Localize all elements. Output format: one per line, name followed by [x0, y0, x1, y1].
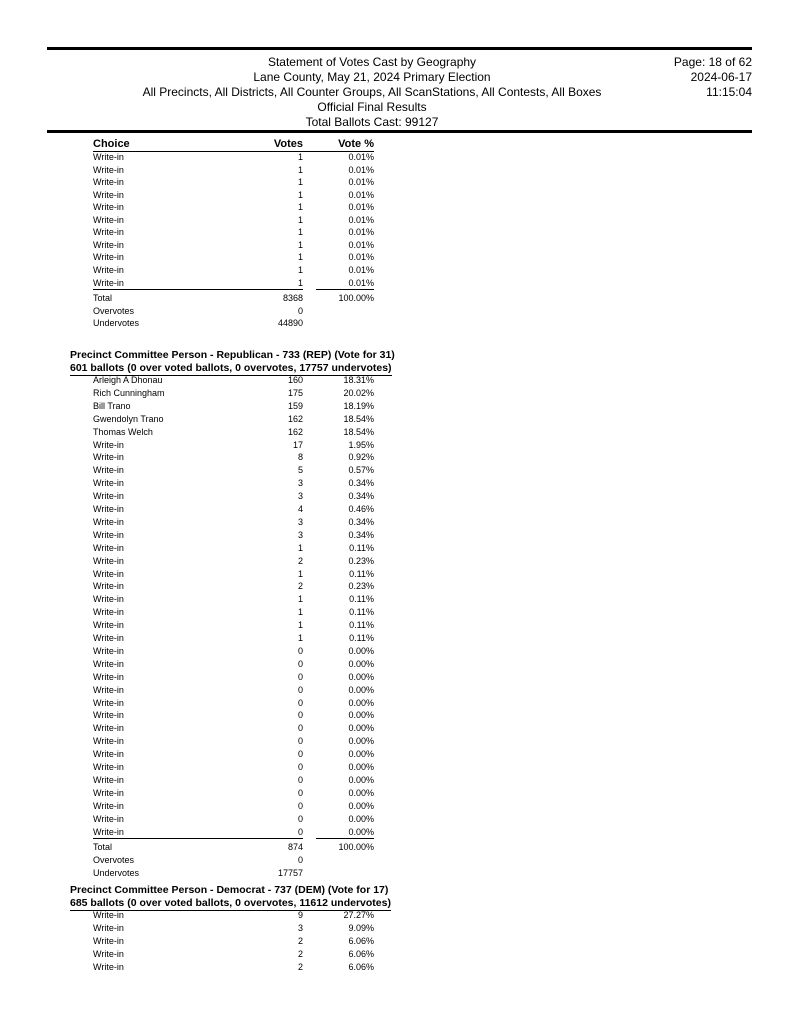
choice-name: Write-in — [93, 800, 124, 811]
table-row — [0, 387, 800, 400]
choice-name: Write-in — [93, 948, 124, 959]
table-row — [0, 542, 800, 555]
vote-count: 1 — [297, 202, 303, 213]
vote-count: 1 — [297, 189, 303, 200]
contest-ballots-republican-733: 601 ballots (0 over voted ballots, 0 overvotes, 17757 undervotes) — [70, 362, 392, 374]
vote-count: 0 — [297, 774, 303, 785]
vote-count: 874 — [287, 842, 303, 853]
vote-percent: 0.01% — [348, 189, 374, 200]
choice-name: Write-in — [93, 813, 124, 824]
vote-percent: 0.00% — [348, 813, 374, 824]
choice-name: Write-in — [93, 264, 124, 275]
contest-title-republican-733: Precinct Committee Person - Republican - 733 (REP) (Vote for 31) — [70, 349, 395, 361]
vote-count: 0 — [297, 736, 303, 747]
vote-count: 2 — [297, 581, 303, 592]
report-date: 2024-06-17 — [690, 70, 752, 84]
totals-row — [0, 841, 800, 854]
vote-count: 1 — [297, 164, 303, 175]
choice-name: Total — [93, 842, 113, 853]
choice-name: Write-in — [93, 961, 124, 972]
table-row — [0, 671, 800, 684]
vote-count: 3 — [297, 516, 303, 527]
report-time: 11:15:04 — [706, 85, 752, 99]
choice-name: Write-in — [93, 555, 124, 566]
vote-percent: 0.01% — [348, 239, 374, 250]
vote-percent: 0.00% — [348, 658, 374, 669]
table-row — [0, 774, 800, 787]
choice-name: Write-in — [93, 633, 124, 643]
vote-count: 0 — [297, 855, 303, 866]
vote-percent: 0.11% — [349, 542, 374, 553]
vote-percent: 0.01% — [348, 177, 374, 188]
choice-name: Thomas Welch — [93, 426, 153, 437]
header-top-rule — [47, 47, 752, 50]
vote-count: 0 — [297, 787, 303, 798]
vote-percent: 0.23% — [348, 555, 374, 566]
table-row — [0, 555, 800, 568]
vote-count: 1 — [297, 214, 303, 225]
table-row — [0, 439, 800, 452]
totals-row — [0, 305, 800, 318]
vote-count: 1 — [297, 620, 303, 631]
vote-count: 159 — [287, 400, 303, 411]
choice-name: Write-in — [93, 787, 124, 798]
vote-count: 0 — [297, 645, 303, 656]
vote-percent: 0.11% — [349, 568, 374, 579]
table-row — [0, 413, 800, 426]
vote-percent: 0.00% — [348, 684, 374, 695]
vote-percent: 0.11% — [349, 620, 374, 631]
vote-percent: 0.00% — [348, 762, 374, 772]
contest-ballots-democrat-737: 685 ballots (0 over voted ballots, 0 overvotes, 11612 undervotes) — [70, 897, 391, 909]
report-county: Lane County, May 21, 2024 Primary Election — [253, 70, 491, 84]
contest-title-democrat-737: Precinct Committee Person - Democrat - 737 (DEM) (Vote for 17) — [70, 884, 389, 896]
table-row — [0, 748, 800, 761]
vote-percent: 0.23% — [348, 581, 374, 592]
table-row — [0, 619, 800, 632]
vote-count: 0 — [297, 826, 303, 837]
vote-count: 2 — [297, 961, 303, 972]
choice-name: Write-in — [93, 516, 124, 527]
table-row — [0, 529, 800, 542]
vote-percent: 100.00% — [338, 842, 374, 853]
header-bottom-rule — [47, 130, 752, 133]
choice-name: Total — [93, 293, 113, 304]
vote-count: 0 — [297, 710, 303, 721]
vote-percent: 0.00% — [348, 774, 374, 785]
choice-name: Write-in — [93, 594, 124, 605]
choice-name: Write-in — [93, 439, 124, 450]
table-row — [0, 264, 800, 277]
table-row — [0, 451, 800, 464]
table-row — [0, 735, 800, 748]
vote-percent: 0.01% — [348, 264, 374, 275]
choice-name: Write-in — [93, 177, 124, 188]
choice-name: Write-in — [93, 568, 124, 579]
choice-name: Write-in — [93, 239, 124, 250]
table-row — [0, 658, 800, 671]
vote-percent: 18.19% — [343, 400, 374, 411]
vote-count: 1 — [297, 177, 303, 188]
choice-name: Write-in — [93, 697, 124, 708]
vote-percent: 6.06% — [348, 961, 374, 972]
choice-name: Write-in — [93, 774, 124, 785]
table-row — [0, 813, 800, 826]
vote-percent: 20.02% — [343, 387, 374, 398]
table-row — [0, 645, 800, 658]
vote-count: 1 — [297, 542, 303, 553]
totals-row — [0, 854, 800, 867]
vote-percent: 27.27% — [343, 910, 374, 920]
vote-percent: 6.06% — [348, 935, 374, 946]
choice-name: Write-in — [93, 826, 303, 840]
column-header-vote-pct: Vote % — [338, 138, 374, 150]
choice-name: Write-in — [93, 529, 124, 540]
table-row — [0, 709, 800, 722]
vote-count: 1 — [297, 594, 303, 605]
choice-name: Write-in — [93, 189, 124, 200]
choice-name: Write-in — [93, 762, 124, 772]
vote-percent: 6.06% — [348, 948, 374, 959]
vote-percent: 0.00% — [348, 800, 374, 811]
table-row — [0, 684, 800, 697]
vote-percent: 18.31% — [343, 375, 374, 385]
vote-count: 0 — [297, 697, 303, 708]
vote-count: 0 — [297, 671, 303, 682]
table-row — [0, 922, 800, 935]
table-row — [0, 214, 800, 227]
vote-count: 3 — [297, 478, 303, 489]
vote-percent: 0.00% — [348, 671, 374, 682]
table-row — [0, 697, 800, 710]
vote-percent: 0.00% — [348, 645, 374, 656]
table-row — [0, 164, 800, 177]
vote-count: 0 — [297, 658, 303, 669]
choice-name: Write-in — [93, 922, 124, 933]
table-row — [0, 226, 800, 239]
table-row — [0, 568, 800, 581]
vote-count: 160 — [287, 375, 303, 385]
choice-name: Write-in — [93, 658, 124, 669]
table-row — [0, 490, 800, 503]
choice-name: Write-in — [93, 202, 124, 213]
vote-count: 44890 — [277, 318, 303, 329]
choice-name: Write-in — [93, 736, 124, 747]
vote-count: 3 — [297, 529, 303, 540]
vote-count: 3 — [297, 922, 303, 933]
vote-percent: 0.11% — [349, 633, 374, 643]
vote-percent: 0.34% — [348, 516, 374, 527]
report-total-ballots: Total Ballots Cast: 99127 — [305, 115, 439, 129]
table-row — [0, 761, 800, 774]
table-row — [0, 189, 800, 202]
vote-percent: 1.95% — [348, 439, 374, 450]
vote-percent: 18.54% — [343, 413, 374, 424]
vote-count: 1 — [297, 277, 303, 288]
choice-name: Gwendolyn Trano — [93, 413, 164, 424]
vote-count: 1 — [297, 607, 303, 618]
vote-percent: 100.00% — [338, 293, 374, 304]
vote-percent: 0.00% — [348, 697, 374, 708]
choice-name: Write-in — [93, 607, 124, 618]
table-row — [0, 593, 800, 606]
vote-percent: 0.57% — [348, 465, 374, 476]
choice-name: Write-in — [93, 465, 124, 476]
vote-percent: 0.00% — [348, 710, 374, 721]
table-row — [0, 935, 800, 948]
vote-count: 0 — [297, 684, 303, 695]
vote-count: 0 — [297, 749, 303, 760]
vote-count: 0 — [297, 800, 303, 811]
choice-name: Overvotes — [93, 855, 135, 866]
choice-name: Write-in — [93, 164, 124, 175]
table-row — [0, 277, 800, 290]
choice-name: Write-in — [93, 542, 124, 553]
vote-count: 1 — [297, 568, 303, 579]
vote-percent: 0.00% — [348, 749, 374, 760]
table-row — [0, 239, 800, 252]
vote-percent: 0.01% — [348, 164, 374, 175]
choice-name: Write-in — [93, 152, 124, 162]
vote-count: 1 — [297, 252, 303, 263]
table-row — [0, 826, 800, 839]
vote-count: 9 — [297, 910, 303, 920]
vote-count: 1 — [297, 239, 303, 250]
vote-percent: 0.00% — [348, 736, 374, 747]
vote-count: 17 — [292, 439, 303, 450]
vote-percent: 0.01% — [348, 227, 374, 238]
vote-percent: 0.00% — [348, 723, 374, 734]
choice-name: Write-in — [93, 710, 124, 721]
vote-percent: 0.34% — [348, 529, 374, 540]
choice-name: Write-in — [93, 277, 303, 291]
choice-name: Write-in — [93, 910, 124, 920]
vote-percent: 0.01% — [316, 277, 374, 291]
choice-name: Write-in — [93, 452, 124, 463]
vote-count: 0 — [297, 305, 303, 316]
table-row — [0, 961, 800, 974]
vote-count: 8368 — [282, 293, 303, 304]
report-status: Official Final Results — [317, 100, 427, 114]
choice-name: Write-in — [93, 214, 124, 225]
vote-percent: 0.11% — [349, 594, 374, 605]
choice-name: Write-in — [93, 749, 124, 760]
choice-name: Write-in — [93, 684, 124, 695]
vote-percent: 0.34% — [348, 478, 374, 489]
vote-percent: 0.01% — [348, 202, 374, 213]
vote-count: 3 — [297, 491, 303, 502]
choice-name: Overvotes — [93, 305, 135, 316]
choice-name: Write-in — [93, 478, 124, 489]
choice-name: Bill Trano — [93, 400, 131, 411]
table-row — [0, 176, 800, 189]
table-row — [0, 948, 800, 961]
table-row — [0, 632, 800, 645]
vote-percent: 0.46% — [348, 504, 374, 514]
vote-count: 2 — [297, 935, 303, 946]
vote-count: 1 — [297, 152, 303, 162]
choice-name: Undervotes — [93, 318, 140, 329]
vote-percent: 0.01% — [348, 214, 374, 225]
vote-count: 1 — [297, 633, 303, 643]
choice-name: Write-in — [93, 723, 124, 734]
table-row — [0, 400, 800, 413]
table-row — [0, 251, 800, 264]
vote-count: 162 — [287, 426, 303, 437]
vote-count: 1 — [297, 227, 303, 238]
choice-name: Write-in — [93, 504, 124, 514]
vote-count: 2 — [297, 948, 303, 959]
choice-name: Write-in — [93, 671, 124, 682]
vote-percent: 0.11% — [349, 607, 374, 618]
table-row — [0, 787, 800, 800]
totals-row — [0, 292, 800, 305]
choice-name: Write-in — [93, 645, 124, 656]
choice-name: Write-in — [93, 491, 124, 502]
vote-count: 4 — [297, 504, 303, 514]
vote-count: 175 — [287, 387, 303, 398]
table-row — [0, 516, 800, 529]
vote-count: 0 — [297, 762, 303, 772]
table-row — [0, 464, 800, 477]
table-row — [0, 426, 800, 439]
choice-name: Write-in — [93, 227, 124, 238]
table-row — [0, 503, 800, 516]
column-header-votes: Votes — [273, 138, 303, 150]
vote-count: 0 — [297, 723, 303, 734]
vote-count: 0 — [297, 813, 303, 824]
choice-name: Write-in — [93, 620, 124, 631]
table-row — [0, 606, 800, 619]
vote-percent: 0.01% — [348, 152, 374, 162]
vote-percent: 0.00% — [316, 826, 374, 840]
table-row — [0, 722, 800, 735]
page-number: Page: 18 of 62 — [673, 55, 752, 69]
table-row — [0, 909, 800, 922]
table-row — [0, 151, 800, 164]
table-row — [0, 477, 800, 490]
column-header-choice: Choice — [93, 138, 130, 150]
table-row — [0, 374, 800, 387]
vote-percent: 0.92% — [348, 452, 374, 463]
vote-percent: 18.54% — [343, 426, 374, 437]
choice-name: Write-in — [93, 935, 124, 946]
vote-percent: 0.00% — [348, 787, 374, 798]
totals-row — [0, 867, 800, 880]
choice-name: Arleigh A Dhonau — [93, 375, 163, 385]
choice-name: Write-in — [93, 252, 124, 263]
vote-count: 5 — [297, 465, 303, 476]
report-title: Statement of Votes Cast by Geography — [267, 55, 477, 69]
table-row — [0, 580, 800, 593]
vote-percent: 0.34% — [348, 491, 374, 502]
table-row — [0, 800, 800, 813]
vote-percent: 0.01% — [348, 252, 374, 263]
vote-count: 17757 — [277, 868, 303, 879]
choice-name: Write-in — [93, 581, 124, 592]
choice-name: Undervotes — [93, 868, 140, 879]
vote-count: 8 — [297, 452, 303, 463]
vote-count: 162 — [287, 413, 303, 424]
vote-count: 1 — [297, 264, 303, 275]
choice-name: Rich Cunningham — [93, 387, 165, 398]
totals-row — [0, 317, 800, 330]
vote-percent: 9.09% — [348, 922, 374, 933]
report-scope: All Precincts, All Districts, All Counter Groups, All ScanStations, All Contests, All Boxes — [142, 85, 602, 99]
table-row — [0, 201, 800, 214]
vote-count: 2 — [297, 555, 303, 566]
